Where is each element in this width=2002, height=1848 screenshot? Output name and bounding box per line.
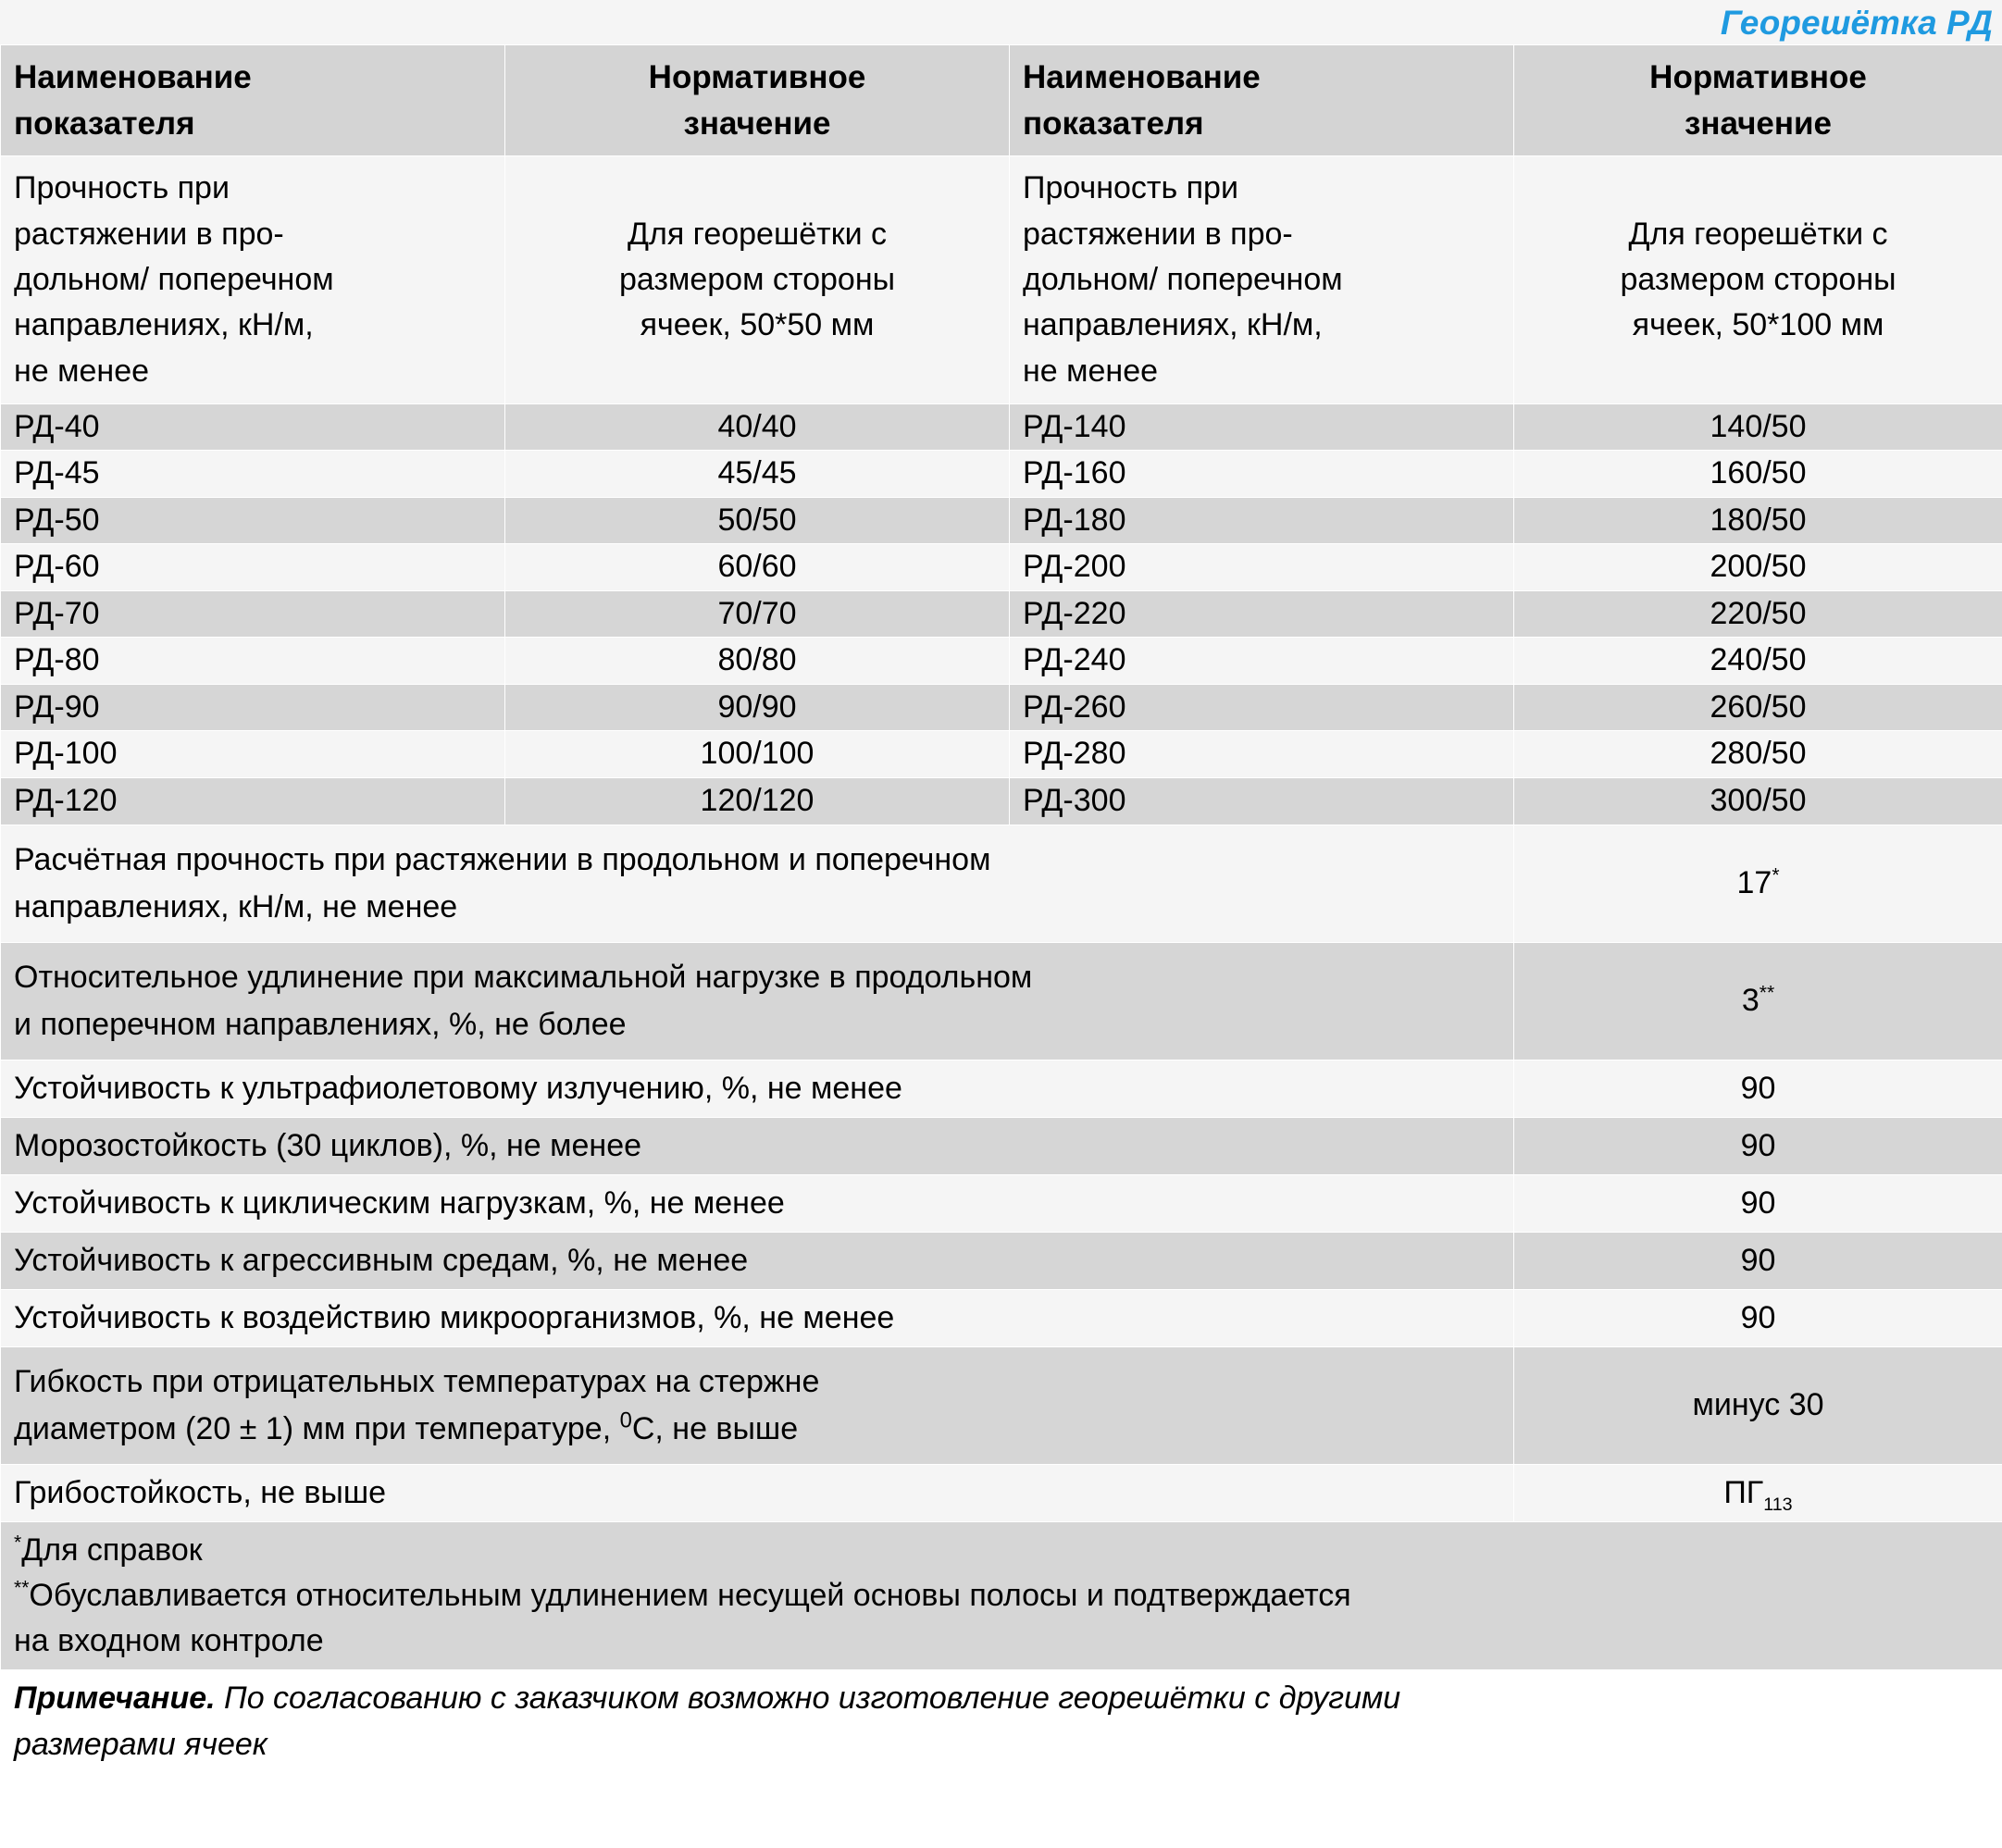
strength-value-left: [505, 156, 1010, 403]
property-label: Морозостойкость (30 циклов), %, не менее: [1, 1117, 1514, 1174]
table-row: [1, 590, 2002, 638]
property-label: Устойчивость к циклическим нагрузкам, %, не менее: [1, 1174, 1514, 1232]
grade-name-left: РД-60: [1, 544, 505, 591]
degree-symbol: 0: [619, 1408, 632, 1433]
header-line-1: Нормативное: [648, 59, 866, 95]
footnote-star-1: [14, 1528, 1989, 1573]
property-value: 90: [1514, 1232, 2002, 1289]
final-note-text: По согласованию с заказчиком возможно изготовление георешётки с другими: [215, 1681, 1401, 1717]
header-line-1: Наименование: [1023, 59, 1261, 95]
grade-name-left: РД-120: [1, 777, 505, 825]
line: ячеек, 50*50 мм: [640, 307, 875, 343]
property-row-aggressive-media: [1, 1232, 2002, 1289]
grade-name-right: РД-200: [1010, 544, 1514, 591]
property-row-cyclic-loads: [1, 1174, 2002, 1232]
line: ячеек, 50*100 мм: [1632, 307, 1884, 343]
header-line-1: Нормативное: [1649, 59, 1867, 95]
line: Гибкость при отрицательных температурах на стержне: [14, 1363, 820, 1399]
grade-value-left: 90/90: [505, 684, 1010, 731]
grade-name-right: РД-160: [1010, 451, 1514, 498]
property-row-elongation: [1, 942, 2002, 1060]
footnotes-row: [1, 1521, 2002, 1670]
header-line-2: показателя: [14, 105, 195, 142]
table-row: [1, 497, 2002, 544]
grade-value-left: 80/80: [505, 638, 1010, 685]
line: направлениях, кН/м,: [14, 307, 314, 343]
grade-value-right: 300/50: [1514, 777, 2002, 825]
property-row-calculated-strength: [1, 825, 2002, 942]
grade-value-right: 160/50: [1514, 451, 2002, 498]
strength-label-right: [1010, 156, 1514, 403]
property-label: [1, 1346, 1514, 1464]
footnote-star-2: [14, 1573, 1989, 1665]
property-value: [1514, 1464, 2002, 1521]
footnote-marker: *: [14, 1532, 22, 1554]
grade-name-left: РД-80: [1, 638, 505, 685]
specification-table: [0, 44, 2002, 1774]
property-row-frost-resistance: [1, 1117, 2002, 1174]
footnote-text-cont: на входном контроле: [14, 1623, 324, 1659]
table-row: [1, 451, 2002, 498]
table-row: [1, 544, 2002, 591]
table-row: [1, 777, 2002, 825]
line: Для георешётки с: [1628, 216, 1888, 252]
line: Расчётная прочность при растяжении в продольном и поперечном: [14, 841, 991, 877]
grade-value-right: 200/50: [1514, 544, 2002, 591]
line: Прочность при: [1023, 170, 1238, 206]
footnote-marker: *: [1772, 865, 1780, 887]
final-note-label: Примечание.: [14, 1681, 216, 1717]
grade-value-right: 260/50: [1514, 684, 2002, 731]
grade-name-left: РД-90: [1, 684, 505, 731]
property-label: Грибостойкость, не выше: [1, 1464, 1514, 1521]
property-value: 90: [1514, 1117, 2002, 1174]
grade-name-right: РД-140: [1010, 403, 1514, 451]
grade-value-left: 60/60: [505, 544, 1010, 591]
property-value: [1514, 825, 2002, 942]
column-header-value-left: [505, 45, 1010, 156]
page-title: Георешётка РД: [1720, 3, 1993, 42]
property-row-microorganisms: [1, 1289, 2002, 1346]
line: растяжении в про-: [14, 216, 284, 252]
property-value: 90: [1514, 1060, 2002, 1117]
property-label: Устойчивость к ультрафиолетовому излучению, %, не менее: [1, 1060, 1514, 1117]
column-header-value-right: [1514, 45, 2002, 156]
line: не менее: [1023, 353, 1159, 389]
table-row: [1, 403, 2002, 451]
grade-name-right: РД-220: [1010, 590, 1514, 638]
property-value: [1514, 942, 2002, 1060]
property-value-number: 3: [1741, 983, 1760, 1019]
grade-value-left: 70/70: [505, 590, 1010, 638]
column-header-name-right: [1010, 45, 1514, 156]
grade-value-right: 140/50: [1514, 403, 2002, 451]
grade-name-left: РД-100: [1, 731, 505, 778]
footnote-marker: **: [1759, 983, 1775, 1005]
grade-value-left: 50/50: [505, 497, 1010, 544]
header-line-2: значение: [683, 105, 831, 142]
grade-value-left: 40/40: [505, 403, 1010, 451]
strength-value-right: [1514, 156, 2002, 403]
property-label: [1, 942, 1514, 1060]
line: и поперечном направлениях, %, не более: [14, 1006, 627, 1042]
line: дольном/ поперечном: [1023, 261, 1343, 297]
line: дольном/ поперечном: [14, 261, 334, 297]
property-label: Устойчивость к воздействию микроорганизмов, %, не менее: [1, 1289, 1514, 1346]
property-row-uv-resistance: [1, 1060, 2002, 1117]
property-value: минус 30: [1514, 1346, 2002, 1464]
table-header-row: [1, 45, 2002, 156]
grade-value-right: 180/50: [1514, 497, 2002, 544]
property-value-subscript: 113: [1763, 1494, 1793, 1515]
strength-description-row: [1, 156, 2002, 403]
line: Относительное удлинение при максимальной нагрузке в продольном: [14, 959, 1033, 995]
line: направлениях, кН/м, не менее: [14, 888, 458, 924]
grade-name-right: РД-180: [1010, 497, 1514, 544]
final-note-text-cont: размерами ячеек: [14, 1726, 267, 1762]
grade-value-right: 240/50: [1514, 638, 2002, 685]
footnote-text: Для справок: [21, 1532, 203, 1568]
line: направлениях, кН/м,: [1023, 307, 1323, 343]
header-line-2: значение: [1684, 105, 1833, 142]
column-header-name-left: [1, 45, 505, 156]
property-value: 90: [1514, 1174, 2002, 1232]
grade-name-right: РД-300: [1010, 777, 1514, 825]
footnotes-cell: [1, 1521, 2002, 1670]
final-note-cell: [1, 1670, 2002, 1774]
grade-name-left: РД-40: [1, 403, 505, 451]
line: Для георешётки с: [627, 216, 888, 252]
table-row: [1, 638, 2002, 685]
grade-value-left: 120/120: [505, 777, 1010, 825]
grade-value-left: 45/45: [505, 451, 1010, 498]
grade-value-right: 220/50: [1514, 590, 2002, 638]
footnote-text: Обуславливается относительным удлинением несущей основы полосы и подтверждается: [29, 1577, 1351, 1613]
line: размером стороны: [1620, 261, 1896, 297]
grade-name-left: РД-70: [1, 590, 505, 638]
property-row-fungus-resistance: [1, 1464, 2002, 1521]
property-value-number: 17: [1736, 865, 1772, 901]
header-line-2: показателя: [1023, 105, 1204, 142]
grade-name-right: РД-260: [1010, 684, 1514, 731]
table-row: [1, 731, 2002, 778]
grade-name-left: РД-45: [1, 451, 505, 498]
property-label: [1, 825, 1514, 942]
grade-name-right: РД-240: [1010, 638, 1514, 685]
line: размером стороны: [618, 261, 896, 297]
property-label: Устойчивость к агрессивным средам, %, не менее: [1, 1232, 1514, 1289]
property-row-flexibility: [1, 1346, 2002, 1464]
grade-name-left: РД-50: [1, 497, 505, 544]
line: С, не выше: [631, 1410, 799, 1446]
line: не менее: [14, 353, 150, 389]
footnote-marker: **: [14, 1577, 30, 1599]
line: диаметром (20 ± 1) мм при температуре,: [14, 1410, 620, 1446]
property-value: 90: [1514, 1289, 2002, 1346]
grade-value-right: 280/50: [1514, 731, 2002, 778]
property-value-code: ПГ: [1723, 1474, 1764, 1510]
table-body: [1, 156, 2002, 1774]
line: Прочность при: [14, 170, 230, 206]
grade-name-right: РД-280: [1010, 731, 1514, 778]
strength-label-left: [1, 156, 505, 403]
table-row: [1, 684, 2002, 731]
line: растяжении в про-: [1023, 216, 1293, 252]
title-bar: [0, 0, 2002, 44]
final-note-row: [1, 1670, 2002, 1774]
grade-value-left: 100/100: [505, 731, 1010, 778]
header-line-1: Наименование: [14, 59, 252, 95]
